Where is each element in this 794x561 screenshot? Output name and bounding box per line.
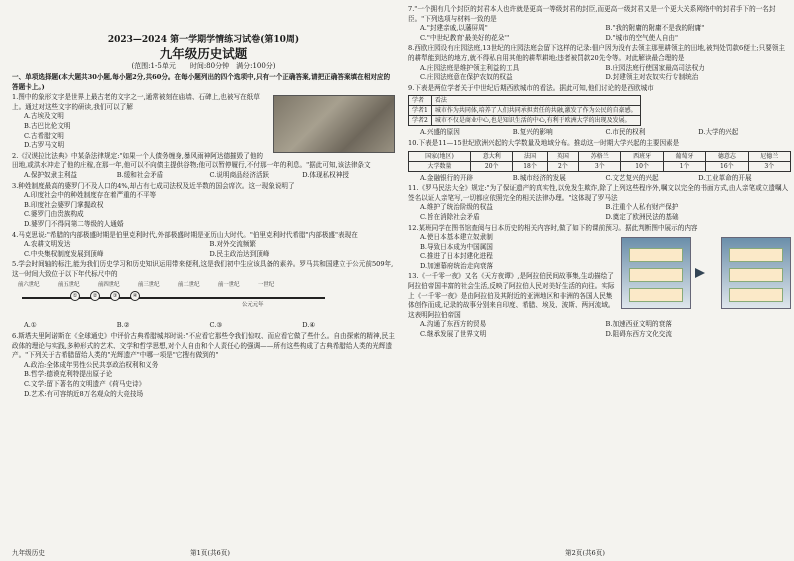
answer-option: C.继承发展了世界文明 <box>420 330 487 339</box>
hierarchy-bar <box>629 268 683 282</box>
answer-option: B."我的附庸的附庸不是我的附庸" <box>605 24 705 33</box>
timeline-mark: ④ <box>130 291 140 301</box>
hierarchy-bar <box>629 248 683 262</box>
answer-option: C.说明商品经济活跃 <box>209 170 270 179</box>
timeline-label: 前二世纪 <box>178 282 200 289</box>
table-cell: 学者2 <box>409 116 432 126</box>
answer-option: A.使日本基本建立奴隶制 <box>420 233 493 242</box>
question-stem: 8.西欧庄园设有庄园法庭,13世纪的庄园法庭会留下这样的记录:佃户因为没有去领主那里耕领主的田地,被判处罚款6便士;只要领主的耕犁能到达的地方,就不得私自用其他的耕犁耕地;违者被罚款20先令等。对此解读最合理的是 <box>408 44 785 62</box>
answer-option: C.文学:留下著名的文明遗产《荷马史诗》 <box>24 380 146 389</box>
left-column <box>12 4 395 539</box>
options-row <box>408 330 791 340</box>
answer-option: A.政治:全体成年男性公民共享政治权利和义务 <box>24 360 159 369</box>
options-row <box>408 203 791 213</box>
exam-title: 九年级历史试题 <box>159 46 248 61</box>
answer-option: D.大学的兴起 <box>698 128 739 137</box>
answer-option: D.民主政治达到顶峰 <box>209 249 270 258</box>
hieroglyph-image <box>273 95 395 153</box>
answer-option: B.加速西亚文明的衰落 <box>605 320 672 329</box>
table-cell: 3个 <box>748 161 790 171</box>
question-stem: 11.《罗马民法大全》规定:"为了保证遗产的真实性,以免发生欺诈,除了上列这些程序外,嘱文以完全的书面方式,由人亲笔或立遗嘱人签名以证人亲笔写,一切都应依照完全的相关法律办理。"这体现了罗马法 <box>408 184 789 202</box>
table-cell: 16个 <box>706 161 748 171</box>
timeline-label: 前四世纪 <box>98 282 120 289</box>
table-cell: 10个 <box>621 161 663 171</box>
section-heading: 一、单项选择题(本大题共30小题,每小题2分,共60分。在每小题列出的四个选项中,只有一个正确答案,请把正确答案填在相对应的答题卡上。) <box>12 73 391 91</box>
answer-option: D.阻碍东西方文化交流 <box>605 330 672 339</box>
question-block <box>12 152 395 181</box>
answer-option: D.古罗马文明 <box>24 141 65 150</box>
question-stem: 5.学会时间轴的标注,能为我们历史学习和历史知识运用带来便利,这是我们初中生应该具备的素养。罗马共和国建立于公元前509年,这一时间大致位于以下年代标尺中的 <box>12 260 394 278</box>
options-row <box>12 250 395 260</box>
question-block <box>408 139 791 183</box>
question-stem: 9.下表是两位学者关于中世纪后期西欧城市的看法。据此可知,他们讨论的是西欧城市 <box>408 83 654 92</box>
question-block <box>12 182 395 230</box>
options-row <box>408 174 791 184</box>
answer-option: C.推进了日本封建化进程 <box>420 252 493 261</box>
arrow-right-icon <box>695 268 717 278</box>
table-cell: 城市作为共同体,培养了人们共同承担责任的共融,激发了作为公民的自豪感。 <box>431 106 640 116</box>
timeline-mark: ② <box>90 291 100 301</box>
exam-header-line: 2023—2024 第一学期学情练习试卷(第10周) <box>107 35 300 45</box>
table-cell: 苏格兰 <box>579 151 621 161</box>
footer-page-right: 第2页(共6页) <box>565 549 605 557</box>
table-cell: 国家(地区) <box>409 151 471 161</box>
question-block <box>408 5 791 43</box>
answer-option: D.封建领主对农奴实行专制统治 <box>605 73 699 82</box>
question-block <box>12 332 395 399</box>
left-question-list <box>12 93 395 399</box>
answer-option: C.中央集权制度发展到顶峰 <box>24 249 104 258</box>
table-cell: 1个 <box>663 161 705 171</box>
answer-option: C.婆罗门由贵族构成 <box>24 210 84 219</box>
answer-option: B.哲学:德谟克利特提出原子论 <box>24 370 113 379</box>
table-cell: 尼德兰 <box>748 151 790 161</box>
answer-option: C.旨在消除社会矛盾 <box>420 212 480 221</box>
options-row <box>408 64 791 74</box>
question-stem: 10.下表是11—15世纪欧洲兴起的大学数量及地域分布。推动这一时期大学兴起的主要因素是 <box>408 138 680 147</box>
question-block <box>408 224 791 272</box>
answer-option: A.沟通了东西方的贸易 <box>420 320 487 329</box>
answer-option: A.庄园法庭是维护领主利益的工具 <box>420 63 520 72</box>
university-table <box>408 151 791 172</box>
options-row <box>408 213 791 223</box>
table-cell: 西班牙 <box>621 151 663 161</box>
options-row <box>12 321 395 331</box>
options-row <box>12 171 395 181</box>
options-row <box>408 73 791 83</box>
answer-option: C.市民的权利 <box>605 128 646 137</box>
answer-option: D.体现私权神授 <box>302 170 349 179</box>
table-cell: 学者1 <box>409 106 432 116</box>
right-column <box>408 4 791 539</box>
table-cell: 葡萄牙 <box>663 151 705 161</box>
answer-option: B.② <box>116 321 130 330</box>
timeline-label: 前一世纪 <box>218 282 240 289</box>
answer-option: A.农耕文明发达 <box>24 240 71 249</box>
question-block <box>408 44 791 82</box>
answer-option: B.庄园法庭行使国家最高司法权力 <box>605 63 705 72</box>
exam-info: (范围:1-5单元 时间:80分钟 满分:100分) <box>131 62 276 70</box>
answer-option: D.艺术:有可容纳近8万名观众的大竞技场 <box>24 389 144 398</box>
answer-option: B.对外交流频繁 <box>209 240 257 249</box>
table-cell: 3个 <box>579 161 621 171</box>
table-row <box>409 161 791 171</box>
table-header-row <box>409 96 641 106</box>
answer-option: D."城市的空气使人自由" <box>605 33 679 42</box>
footer-subject: 九年级历史 <box>12 549 45 557</box>
answer-option: B.缓和社会矛盾 <box>116 170 164 179</box>
answer-option: C.庄园法庭意在保护农奴的权益 <box>420 73 513 82</box>
table-cell: 看法 <box>431 96 640 106</box>
question-stem: 2.《汉谟拉比法典》中某条法律规定:"如果一个人债务缠身,暴风雨神阿达德摧毁了他的田地,或洪水冲走了他的庄稼,在那一年,他可以不向债主提供谷物;他可以暂停履行,不付那一年的利息。"据此可知,该法律条文 <box>12 151 371 170</box>
answer-option: D.奠定了欧洲民法的基础 <box>605 212 679 221</box>
answer-option: B.注重个人私有财产保护 <box>605 203 679 212</box>
options-row <box>408 320 791 330</box>
table-cell: 2个 <box>547 161 578 171</box>
table-row <box>409 151 791 161</box>
answer-option: A."封建亲戚,以藩屏周" <box>420 24 488 33</box>
scholar-table <box>408 95 641 126</box>
table-row <box>409 106 641 116</box>
hierarchy-bar <box>729 268 783 282</box>
question-stem: 6.斯塔夫里阿诺斯在《全球通史》中评价古典希腊城邦时说:"不应看它那些令我们惊叹、而应看它做了些什么。自由探索的精神,民主政体的理论与实践,多种形式的艺术、文学和哲学思想,对个人自由和个人责任心的强调——所有这些构成了古典希腊给人类的光辉遗产。"下列关于古希腊留给人类的"光辉遗产"中哪一项是"它搜有做到的" <box>12 332 395 360</box>
answer-option: A.维护了统治阶级的权益 <box>420 203 493 212</box>
question-block <box>408 84 791 138</box>
table-cell: 法国 <box>513 151 547 161</box>
year-timeline <box>12 281 395 319</box>
options-row <box>408 24 791 34</box>
question-stem: 3.种姓制度最高的婆罗门不及人口的4%,却占有七成司法权及近半数的国会席次。这一现象说明了 <box>12 181 295 190</box>
answer-option: D.④ <box>302 321 316 330</box>
hierarchy-image-b <box>721 237 791 309</box>
hierarchy-bar <box>729 288 783 302</box>
answer-option: D.工业革命的开展 <box>698 173 752 182</box>
table-cell: 大学数量 <box>409 161 471 171</box>
hierarchy-bar <box>629 288 683 302</box>
table-cell: 城市不仅是商业中心,也是知识生活的中心,有利于欧洲大学的出现及发展。 <box>431 116 640 126</box>
answer-option: B.古巴比伦文明 <box>24 121 71 130</box>
answer-option: B.城市经济的发展 <box>512 173 566 182</box>
question-stem: 4.马克思说:"希腊的内部极盛时期是伯里克利时代,外部极盛时期是亚历山大时代。"伯里克利时代希腊"内部极盛"表现在 <box>12 230 358 239</box>
timeline-label: 前六世纪 <box>18 282 40 289</box>
answer-option: A.印度社会中的种姓制度存在着严重的不平等 <box>24 191 157 200</box>
answer-option: A.兴盛的原因 <box>420 128 460 137</box>
answer-option: A.金融银行的开辟 <box>420 173 474 182</box>
hierarchy-image-a <box>621 237 691 309</box>
hierarchy-bar <box>729 248 783 262</box>
question-block <box>12 231 395 260</box>
question-stem: 1.图中的象形文字是世界上最古老的文字之一,通常被刻在庙墙、石碑上,也被写在纸草上。通过对这些文字的研读,我们可以了解 <box>12 93 260 111</box>
table-cell: 意大利 <box>471 151 513 161</box>
timeline-label: 前五世纪 <box>58 282 80 289</box>
options-row <box>408 34 791 44</box>
hierarchy-diagram <box>621 235 791 311</box>
answer-option: A.古埃及文明 <box>24 112 64 121</box>
timeline-axis <box>22 297 325 299</box>
answer-option: B.复兴的影响 <box>512 128 553 137</box>
table-cell: 学者 <box>409 96 432 106</box>
table-cell: 18个 <box>513 161 547 171</box>
options-row <box>408 128 791 138</box>
question-block <box>12 260 395 331</box>
answer-option: C.古希腊文明 <box>24 131 64 140</box>
answer-option: C."中世纪教育'最美好的花朵'" <box>420 33 510 42</box>
table-cell: 20个 <box>471 161 513 171</box>
answer-option: C.文艺复兴的兴起 <box>605 173 659 182</box>
answer-option: B.导致日本成为中国属国 <box>420 242 493 251</box>
answer-option: D.婆罗门不得同第二等级的人通婚 <box>24 219 124 228</box>
answer-option: B.印度社会婆罗门掌握政权 <box>24 200 104 209</box>
question-stem: 13.《一千零一夜》又名《天方夜谭》,是阿拉伯民间故事集,生动描绘了阿拉伯帝国丰富的社会生活,反映了阿拉伯人民对美好生活的向往。实际上《一千零一夜》是由阿拉伯及其附近的亚洲地区和非洲的各国人民集体创作而成,记录的故事分别来自印度、希腊、埃及、波斯、两河流域。这表明阿拉伯帝国 <box>408 272 615 319</box>
table-cell: 英国 <box>547 151 578 161</box>
right-question-list <box>408 5 791 340</box>
question-block <box>408 184 791 222</box>
timeline-label: 一世纪 <box>258 282 275 289</box>
timeline-mark: ① <box>70 291 80 301</box>
answer-option: A.保护奴隶主利益 <box>24 170 78 179</box>
timeline-label: 前三世纪 <box>138 282 160 289</box>
footer-page-left: 第1页(共6页) <box>190 549 230 557</box>
table-row <box>409 116 641 126</box>
question-stem: 12.某班同学在图书馆查阅与日本历史的相关内容时,做了如下的课前预习。据此判断图中展示的内容 <box>408 223 698 232</box>
question-stem: 7."一个拥有几个封臣的封君本人也许就是更高一等级封君的封臣,而更高一级封君又是一个更大关系网络中的封君手下的一名封臣。"下列选项与材料一致的是 <box>408 5 776 23</box>
timeline-mark: ③ <box>110 291 120 301</box>
answer-option: C.③ <box>209 321 223 330</box>
answer-option: D.加速幕府统治走向衰落 <box>420 261 494 270</box>
answer-option: A.① <box>24 321 37 330</box>
timeline-era: 公元元年 <box>242 302 264 309</box>
question-block <box>12 93 395 151</box>
table-cell: 德意志 <box>706 151 748 161</box>
options-row <box>12 240 395 250</box>
